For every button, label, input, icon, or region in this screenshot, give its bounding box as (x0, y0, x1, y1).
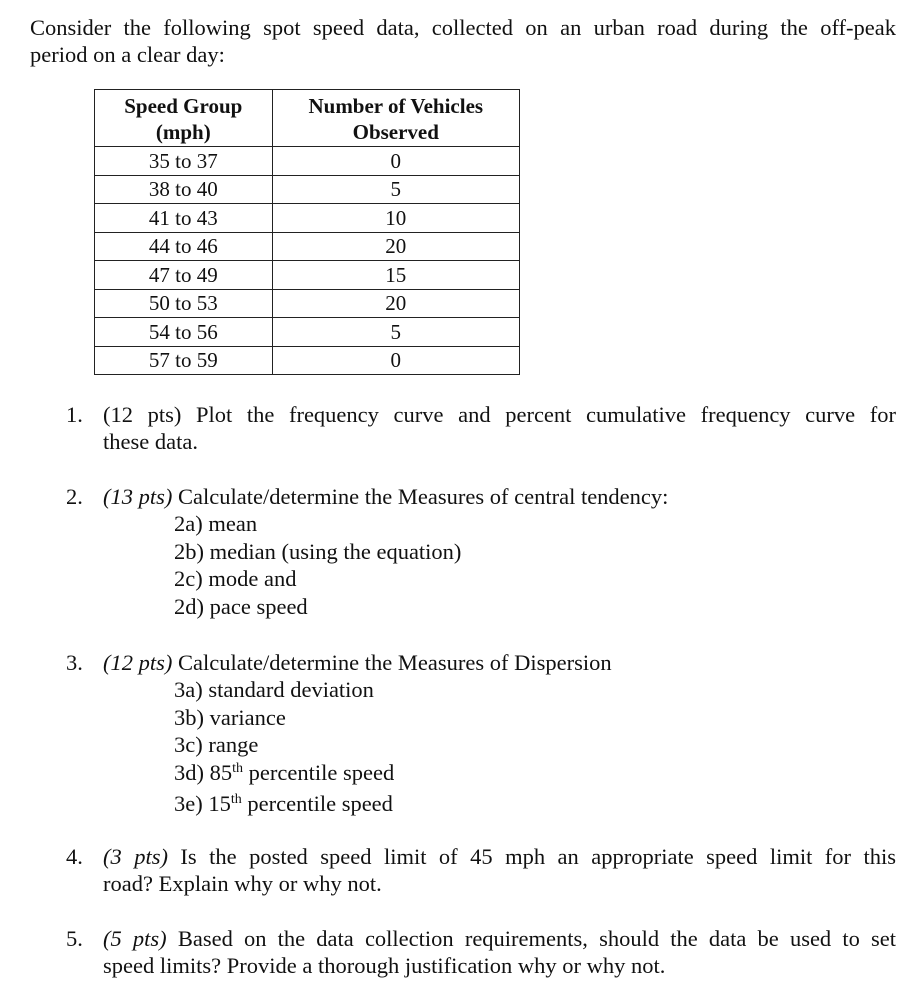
question-3 (66, 649, 896, 822)
table-row (95, 232, 520, 261)
subitem: 3e) 15th percentile speed (174, 791, 393, 817)
speed-cell: 47 to 49 (95, 261, 273, 290)
question-points: (13 pts) (103, 484, 173, 509)
intro-line-2: period on a clear day: (30, 42, 225, 67)
question-5-line-1: Based on the data collection requirements, should the data be used to set (166, 926, 897, 951)
question-number: 1. (66, 402, 83, 427)
subitem: 2b) median (using the equation) (174, 538, 462, 564)
question-1 (66, 401, 896, 455)
speed-cell: 54 to 56 (95, 318, 273, 347)
intro-paragraph (30, 14, 896, 68)
speed-cell: 44 to 46 (95, 232, 273, 261)
vehicles-observed-header: Number of Vehicles Observed (272, 90, 519, 147)
speed-cell: 57 to 59 (95, 346, 273, 375)
spot-speed-table (94, 89, 520, 375)
speed-cell: 41 to 43 (95, 204, 273, 233)
subitem: 2d) pace speed (174, 593, 308, 619)
table-row (95, 261, 520, 290)
question-1-line-2: these data. (103, 429, 198, 454)
question-2-text: Calculate/determine the Measures of central tendency: (172, 484, 669, 509)
table-row (95, 204, 520, 233)
question-4-line-1: Is the posted speed limit of 45 mph an appropriate speed limit for this (167, 844, 896, 869)
count-cell: 5 (272, 175, 519, 204)
count-cell: 5 (272, 318, 519, 347)
question-2 (66, 483, 896, 620)
count-cell: 20 (272, 289, 519, 318)
question-number: 3. (66, 650, 83, 675)
count-cell: 0 (272, 346, 519, 375)
count-cell: 0 (272, 147, 519, 176)
question-points: (3 pts) (103, 844, 168, 869)
subitem: 2a) mean (174, 511, 258, 536)
subitem: 3d) 85th percentile speed (174, 759, 395, 785)
subitem: 3c) range (174, 732, 259, 758)
subitem: 3a) standard deviation (174, 677, 374, 702)
question-3-subitems (174, 676, 896, 822)
question-number: 4. (66, 844, 83, 869)
question-number: 2. (66, 484, 83, 509)
question-4-line-2: road? Explain why or why not. (103, 871, 382, 896)
table-row (95, 318, 520, 347)
table-row (95, 289, 520, 318)
speed-group-header: Speed Group (mph) (95, 90, 273, 147)
count-cell: 10 (272, 204, 519, 233)
speed-cell: 38 to 40 (95, 175, 273, 204)
question-number: 5. (66, 926, 83, 951)
speed-cell: 35 to 37 (95, 147, 273, 176)
table-header-row (95, 90, 520, 147)
speed-cell: 50 to 53 (95, 289, 273, 318)
question-1-line-1: (12 pts) Plot the frequency curve and percent cumulative frequency curve for (103, 402, 896, 427)
subitem: 2c) mode and (174, 566, 297, 592)
question-5 (66, 925, 896, 979)
table-row (95, 175, 520, 204)
count-cell: 20 (272, 232, 519, 261)
table-row (95, 147, 520, 176)
question-3-text: Calculate/determine the Measures of Dispersion (172, 650, 612, 675)
question-2-subitems (174, 510, 896, 620)
intro-line-1: Consider the following spot speed data, collected on an urban road during the off-peak (30, 15, 896, 40)
count-cell: 15 (272, 261, 519, 290)
question-5-line-2: speed limits? Provide a thorough justification why or why not. (103, 953, 666, 978)
subitem: 3b) variance (174, 704, 286, 730)
question-points: (12 pts) (103, 650, 173, 675)
question-points: (5 pts) (103, 926, 167, 951)
table-row (95, 346, 520, 375)
question-4 (66, 843, 896, 897)
